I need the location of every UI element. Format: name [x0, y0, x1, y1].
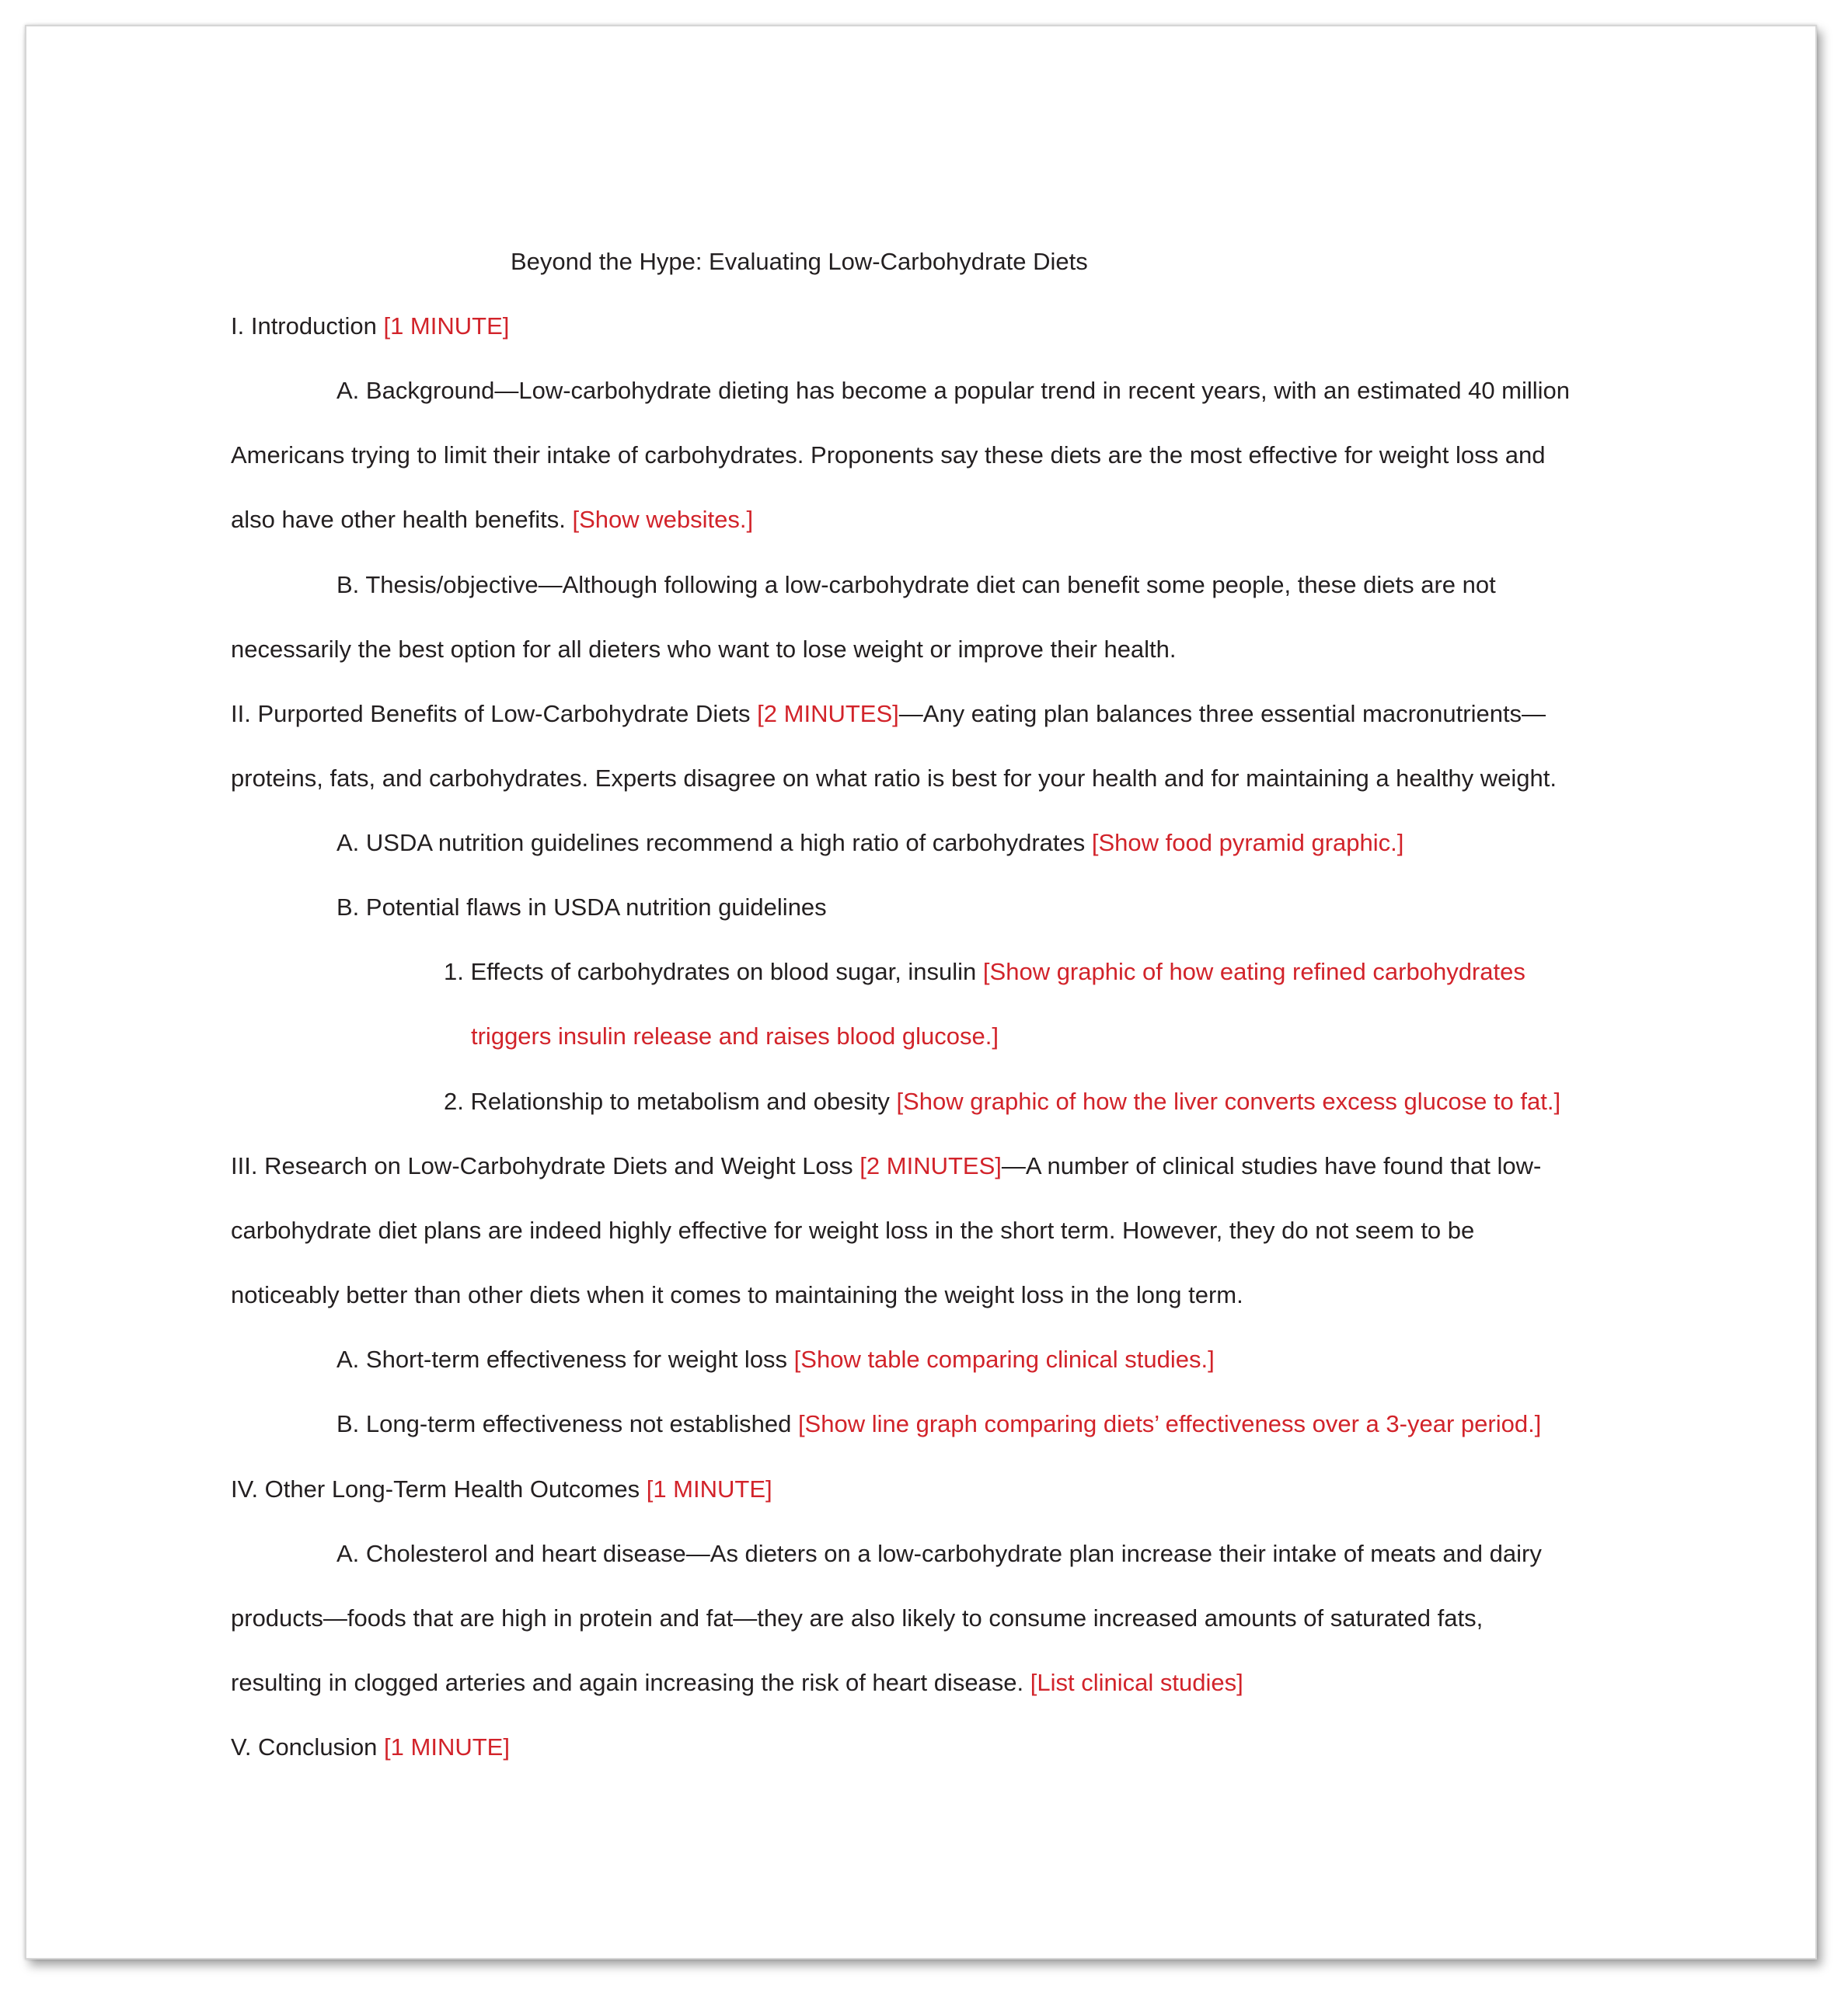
outline-line [231, 698, 1546, 730]
outline-line [336, 1409, 1541, 1440]
outline-text: B. Long-term effectiveness not established [336, 1410, 798, 1437]
outline-text: IV. Other Long-Term Health Outcomes [231, 1475, 647, 1503]
outline-text: V. Conclusion [231, 1733, 385, 1761]
document-page [25, 25, 1817, 1959]
outline-line [336, 375, 1570, 406]
outline-line [231, 504, 753, 535]
outline-line [231, 1667, 1243, 1698]
document-content [26, 26, 1815, 1958]
outline-line [231, 1474, 772, 1505]
speaker-note: [List clinical studies] [1030, 1669, 1243, 1696]
outline-text: —A number of clinical studies have found that low- [1001, 1152, 1542, 1179]
speaker-note: [1 MINUTE] [384, 1733, 510, 1761]
outline-line [336, 892, 827, 923]
speaker-note: [Show table comparing clinical studies.] [793, 1346, 1215, 1373]
outline-line [231, 1215, 1474, 1246]
outline-line [231, 634, 1177, 665]
outline-text: I. Introduction [231, 312, 384, 340]
outline-line [231, 1603, 1483, 1634]
speaker-note: [2 MINUTES] [757, 700, 899, 727]
outline-text: A. Short-term effectiveness for weight loss [336, 1346, 794, 1373]
outline-text: A. Cholesterol and heart disease—As dieters on a low-carbohydrate plan increase their intake of meats and dairy [336, 1540, 1542, 1567]
outline-text: 1. Effects of carbohydrates on blood sugar, insulin [444, 958, 983, 985]
speaker-note: [Show websites.] [572, 506, 754, 533]
speaker-note: [1 MINUTE] [646, 1475, 772, 1503]
outline-line [231, 311, 509, 342]
outline-text: proteins, fats, and carbohydrates. Experts disagree on what ratio is best for your health and for maintaining a healthy weight. [231, 765, 1557, 792]
outline-text: III. Research on Low-Carbohydrate Diets and Weight Loss [231, 1152, 860, 1179]
speaker-note: [Show line graph comparing diets’ effectiveness over a 3-year period.] [797, 1410, 1542, 1437]
outline-line [231, 1151, 1541, 1182]
outline-text: Americans trying to limit their intake of carbohydrates. Proponents say these diets are the most effective for weight loss and [231, 441, 1546, 469]
speaker-note: [2 MINUTES] [859, 1152, 1002, 1179]
speaker-note: triggers insulin release and raises blood glucose.] [471, 1022, 999, 1050]
outline-line [336, 570, 1496, 601]
outline-text: necessarily the best option for all dieters who want to lose weight or improve their health. [231, 636, 1177, 663]
outline-text: noticeably better than other diets when it comes to maintaining the weight loss in the long term. [231, 1281, 1243, 1308]
outline-line [231, 1280, 1243, 1311]
outline-text: carbohydrate diet plans are indeed highly effective for weight loss in the short term. However, they do not seem to be [231, 1217, 1475, 1244]
outline-text: II. Purported Benefits of Low-Carbohydrate Diets [231, 700, 758, 727]
speaker-note: [1 MINUTE] [383, 312, 510, 340]
speaker-note: [Show graphic of how eating refined carbohydrates [982, 958, 1525, 985]
outline-text: B. Thesis/objective—Although following a low-carbohydrate diet can benefit some people, these diets are not [336, 571, 1496, 598]
outline-text: A. Background—Low-carbohydrate dieting has become a popular trend in recent years, with an estimated 40 million [336, 377, 1571, 404]
outline-line [231, 440, 1545, 471]
outline-line [336, 1344, 1215, 1375]
outline-text: also have other health benefits. [231, 506, 573, 533]
speaker-note: [Show food pyramid graphic.] [1091, 829, 1404, 856]
outline-line [444, 956, 1525, 988]
document-title: Beyond the Hype: Evaluating Low-Carbohydrate Diets [511, 248, 1088, 275]
outline-text: A. USDA nutrition guidelines recommend a high ratio of carbohydrates [336, 829, 1092, 856]
outline-line [336, 827, 1403, 859]
outline-text: products—foods that are high in protein and fat—they are also likely to consume increased amounts of saturated fats, [231, 1604, 1484, 1632]
speaker-note: [Show graphic of how the liver converts excess glucose to fat.] [896, 1088, 1561, 1115]
outline-text: resulting in clogged arteries and again increasing the risk of heart disease. [231, 1669, 1030, 1696]
outline-text: 2. Relationship to metabolism and obesity [444, 1088, 897, 1115]
outline-line [336, 1538, 1542, 1569]
outline-text: —Any eating plan balances three essential macronutrients— [898, 700, 1546, 727]
outline-text: B. Potential flaws in USDA nutrition guidelines [336, 893, 827, 921]
outline-line [444, 1086, 1560, 1117]
outline-line [231, 763, 1557, 794]
outline-line [231, 1732, 510, 1763]
outline-line [471, 1021, 999, 1052]
